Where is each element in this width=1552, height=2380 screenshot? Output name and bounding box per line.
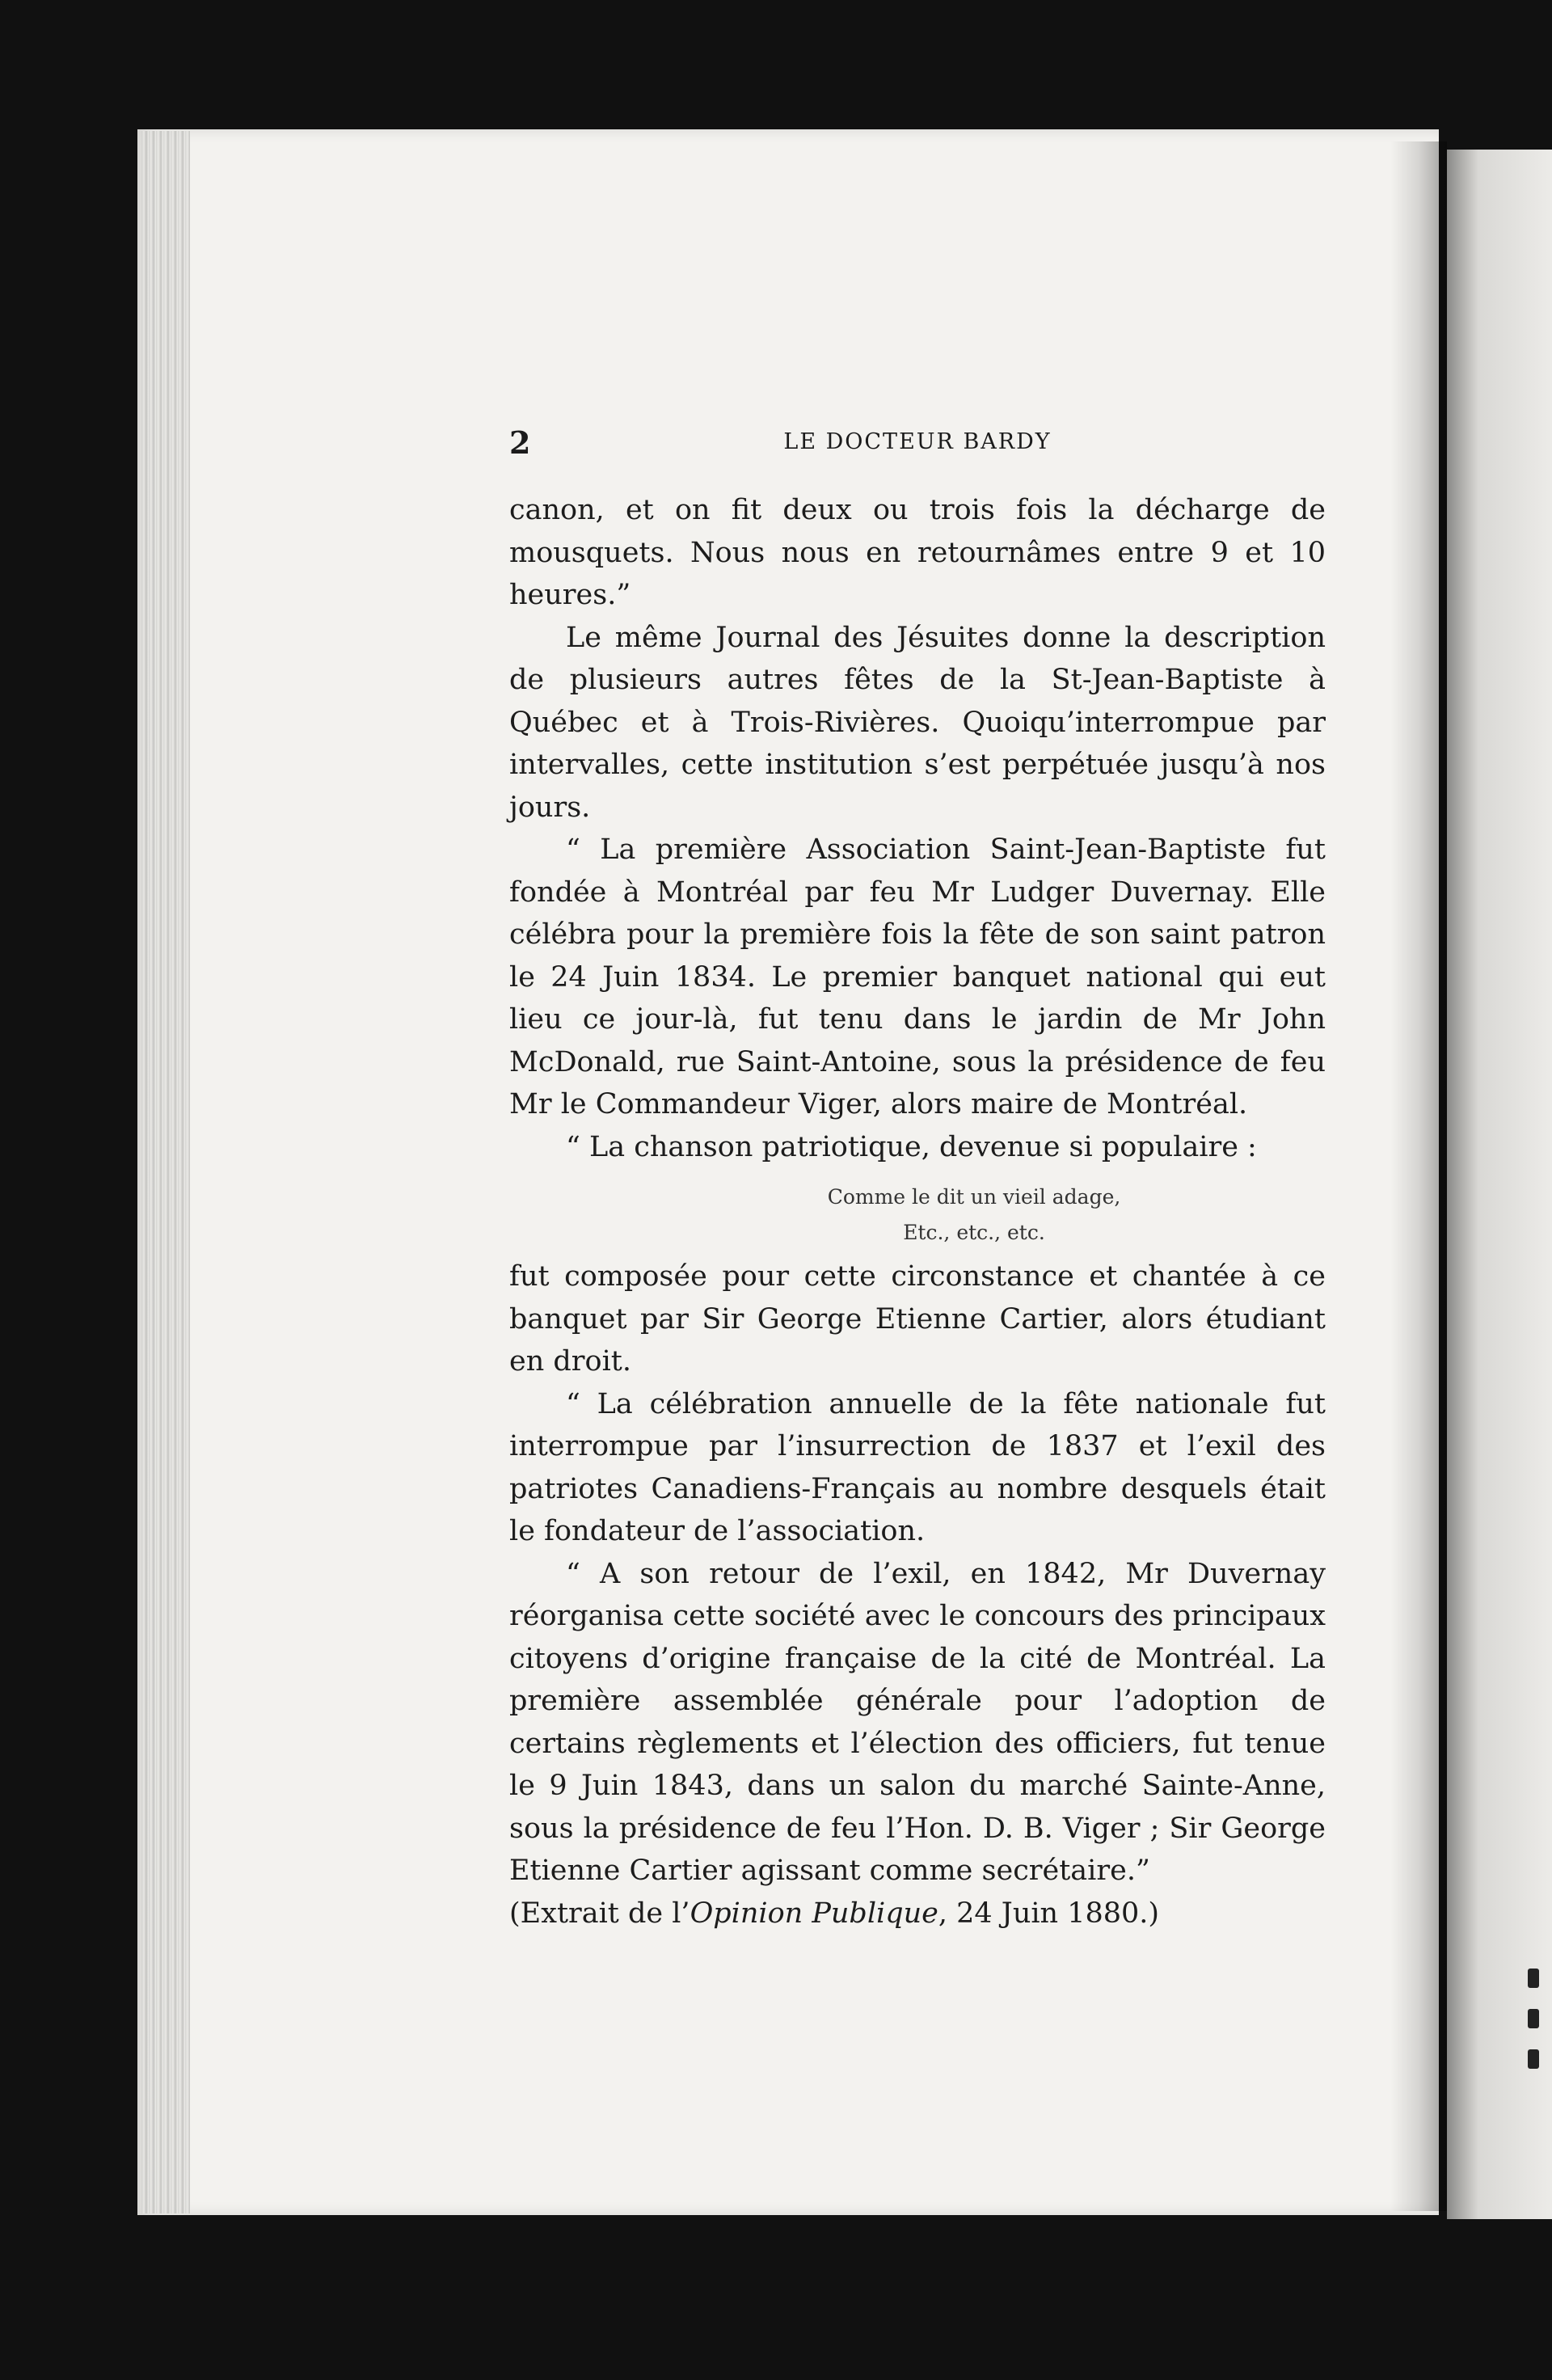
paragraph: canon, et on fit deux ou trois fois la décharge de mousquets. Nous nous en retournâmes entre 9 et 10 heures.” — [509, 494, 1326, 611]
source-title: Opinion Publique — [690, 1897, 938, 1930]
adjacent-page-glyph — [1528, 1969, 1539, 1988]
adjacent-page — [1447, 150, 1552, 2219]
paragraph: fut composée pour cette circonstance et chantée à ce banquet par Sir George Etienne Cartier, alors étudiant en droit. — [509, 1260, 1326, 1378]
paragraph: Le même Journal des Jésuites donne la description de plusieurs autres fêtes de la St-Jean-Baptiste à Québec et à Trois-Rivières. Quoiqu’interrompue par intervalles, cette institution s’est perpétuée jusqu’à nos jours. — [509, 621, 1326, 824]
source-prefix: (Extrait de l’ — [509, 1897, 690, 1930]
page-number: 2 — [509, 424, 531, 461]
verse-line: Comme le dit un vieil adage, — [827, 1185, 1121, 1209]
adjacent-page-glyph — [1528, 2009, 1539, 2028]
paragraph: “ La première Association Saint-Jean-Baptiste fut fondée à Montréal par feu Mr Ludger Duvernay. Elle célébra pour la première fois la fête de son saint patron le 24 Juin 1834. Le premier banquet national qui eut lieu ce jour-là, fut tenu dans le jardin de Mr John McDonald, rue Saint-Antoine, sous la présidence de feu Mr le Commandeur Viger, alors maire de Montréal. — [509, 833, 1326, 1120]
gutter-shadow — [1390, 141, 1447, 2211]
source-suffix: , 24 Juin 1880.) — [938, 1897, 1160, 1930]
page-edges — [141, 131, 190, 2213]
adjacent-page-glyph — [1528, 2049, 1539, 2069]
running-head: LE DOCTEUR BARDY — [783, 429, 1052, 454]
body-text — [509, 489, 1326, 1935]
paragraph: “ La célébration annuelle de la fête nationale fut interrompue par l’insurrection de 1837 et l’exil des patriotes Canadiens-Français au nombre desquels était le fondateur de l’association. — [509, 1387, 1326, 1547]
song-verse — [509, 1179, 1326, 1251]
page-header — [509, 424, 1326, 461]
source-citation — [509, 1893, 1326, 1935]
paragraph: “ A son retour de l’exil, en 1842, Mr Duvernay réorganisa cette société avec le concours des principaux citoyens d’origine française de la cité de Montréal. La première assemblée générale pour l’adoption de certains règlements et l’élection des officiers, fut tenue le 9 Juin 1843, dans un salon du marché Sainte-Anne, sous la présidence de feu l’Hon. D. B. Viger ; Sir George Etienne Cartier agissant comme secrétaire.” — [509, 1557, 1326, 1887]
paragraph: “ La chanson patriotique, devenue si populaire : — [566, 1130, 1257, 1163]
verse-line: Etc., etc., etc. — [903, 1221, 1045, 1244]
